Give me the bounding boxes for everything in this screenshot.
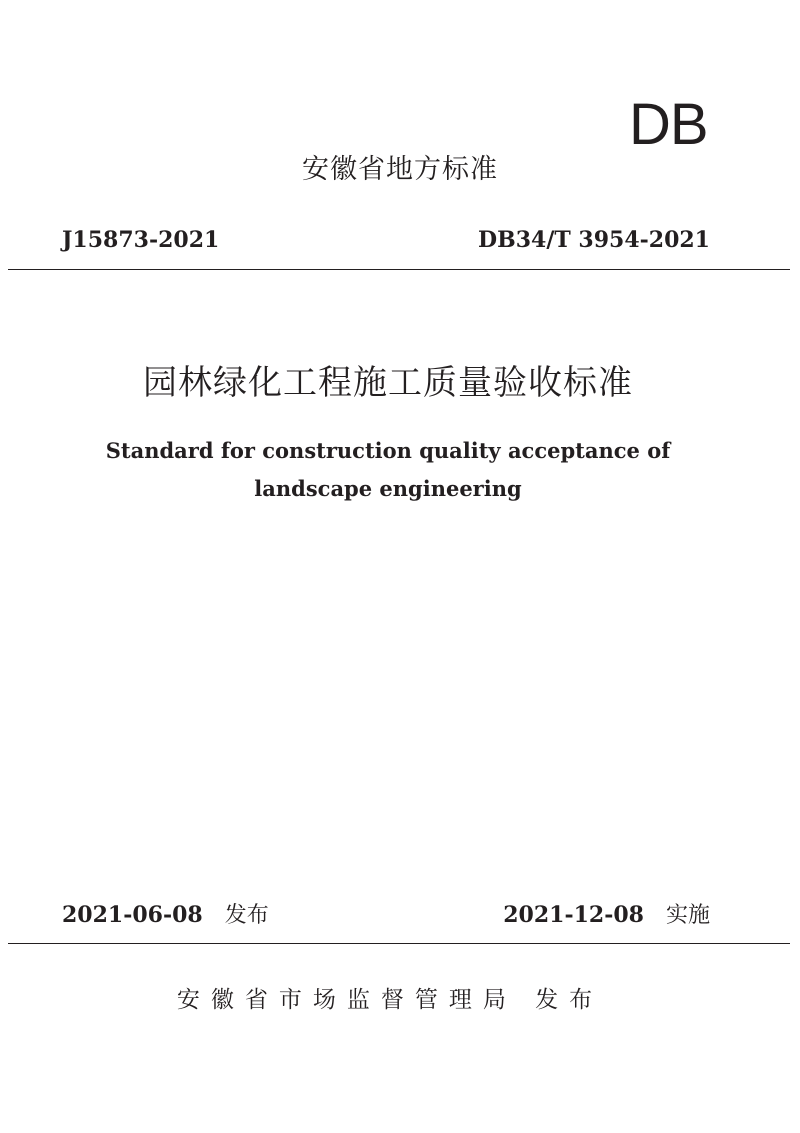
title-english-line1: Standard for construction quality acceptance of bbox=[105, 438, 671, 463]
db-logo: DB bbox=[629, 92, 708, 157]
title-chinese: 园林绿化工程施工质量验收标准 bbox=[143, 363, 633, 403]
standard-number: DB34/T 3954-2021 bbox=[478, 227, 710, 253]
issue-date: 2021-06-08 bbox=[62, 902, 203, 928]
standard-type: 安徽省地方标准 bbox=[302, 154, 498, 185]
issuing-authority: 安徽省市场监督管理局 发布 bbox=[176, 987, 604, 1013]
title-english bbox=[40, 432, 736, 508]
issue-date-block bbox=[62, 898, 269, 933]
issue-label: 发布 bbox=[224, 903, 269, 928]
implementation-date: 2021-12-08 bbox=[503, 902, 644, 928]
title-english-line2: landscape engineering bbox=[254, 476, 522, 501]
bottom-divider bbox=[8, 943, 790, 944]
implementation-label: 实施 bbox=[665, 903, 710, 928]
top-divider bbox=[8, 269, 790, 270]
implementation-date-block bbox=[503, 898, 710, 933]
record-number: J15873-2021 bbox=[62, 227, 220, 253]
